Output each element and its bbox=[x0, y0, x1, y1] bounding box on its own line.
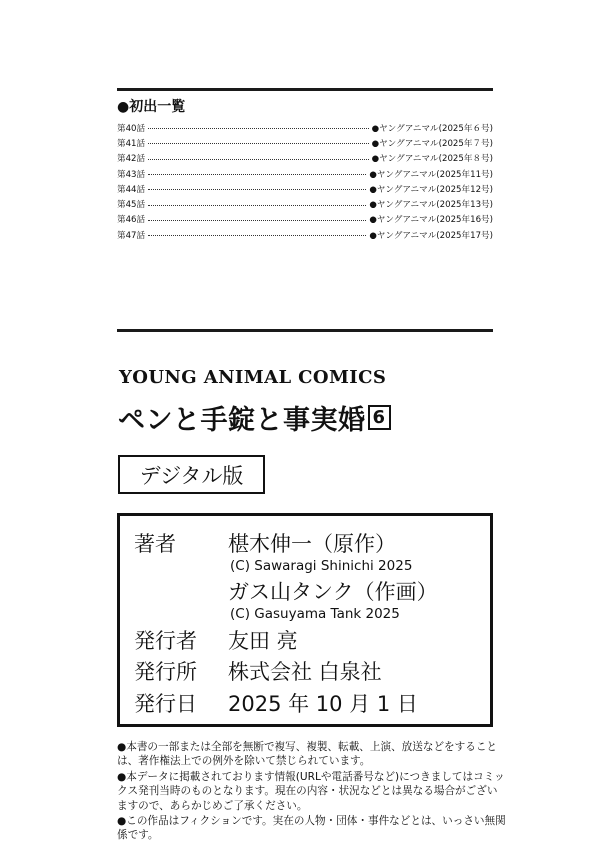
dot-leader bbox=[148, 143, 369, 144]
list-item bbox=[117, 196, 493, 211]
dot-leader bbox=[148, 205, 366, 206]
list-item bbox=[117, 151, 493, 166]
credits-box bbox=[117, 513, 493, 727]
volume-badge: 6 bbox=[368, 405, 391, 430]
edition-box bbox=[118, 455, 265, 494]
note-data-info: ●本データに掲載されております情報(URLや電話番号など)につきましてはコミックス発刊当時のものとなります。現在の内容・状況などとは異なる場合がございますので、あらかじめご了承ください。 bbox=[117, 770, 505, 812]
note-copyright: ●本書の一部または全部を無断で複写、複製、転載、上演、放送などをすることは、著作権法上での例外を除いて禁じられています。 bbox=[117, 741, 498, 768]
publication-date: 2025 年 10 月 1 日 bbox=[228, 692, 418, 716]
publication-label: ●ヤングアニマル(2025年12号) bbox=[369, 184, 493, 195]
publisher-person: 友田 亮 bbox=[228, 629, 298, 653]
book-title bbox=[118, 398, 391, 437]
first-appearance-list bbox=[117, 120, 493, 242]
copyright-2: (C) Gasuyama Tank 2025 bbox=[230, 606, 400, 622]
dot-leader bbox=[148, 235, 366, 236]
list-item bbox=[117, 181, 493, 196]
legal-notes bbox=[117, 740, 507, 844]
series-label: YOUNG ANIMAL COMICS bbox=[119, 367, 387, 388]
middle-rule bbox=[117, 329, 493, 332]
chapter-label: 第46話 bbox=[117, 215, 146, 226]
author-2: ガス山タンク（作画） bbox=[228, 580, 438, 604]
publication-label: ●ヤングアニマル(2025年16号) bbox=[369, 215, 493, 226]
first-appearance-heading: ●初出一覧 bbox=[117, 99, 186, 115]
dot-leader bbox=[148, 128, 369, 129]
top-rule bbox=[117, 88, 493, 91]
dot-leader bbox=[148, 159, 369, 160]
chapter-label: 第42話 bbox=[117, 154, 146, 165]
chapter-label: 第41話 bbox=[117, 138, 146, 149]
dot-leader bbox=[148, 174, 366, 175]
chapter-label: 第43話 bbox=[117, 169, 146, 180]
publisher: 株式会社 白泉社 bbox=[228, 660, 382, 684]
chapter-label: 第44話 bbox=[117, 184, 146, 195]
list-item bbox=[117, 166, 493, 181]
date-label: 発行日 bbox=[134, 692, 197, 716]
chapter-label: 第47話 bbox=[117, 230, 146, 241]
publication-label: ●ヤングアニマル(2025年13号) bbox=[369, 200, 493, 211]
author-label: 著者 bbox=[134, 532, 176, 556]
author-1: 椹木伸一（原作） bbox=[228, 532, 396, 556]
list-item bbox=[117, 227, 493, 242]
publication-label: ●ヤングアニマル(2025年６号) bbox=[371, 123, 493, 134]
book-title-text: ペンと手錠と事実婚 bbox=[118, 405, 366, 436]
publisher-person-label: 発行者 bbox=[134, 629, 197, 653]
list-item bbox=[117, 135, 493, 150]
publication-label: ●ヤングアニマル(2025年７号) bbox=[371, 138, 493, 149]
publication-label: ●ヤングアニマル(2025年17号) bbox=[369, 230, 493, 241]
list-item bbox=[117, 212, 493, 227]
note-fiction: ●この作品はフィクションです。実在の人物・団体・事件などとは、いっさい無関係です。 bbox=[117, 815, 506, 842]
chapter-label: 第45話 bbox=[117, 200, 146, 211]
publication-label: ●ヤングアニマル(2025年８号) bbox=[371, 154, 493, 165]
dot-leader bbox=[148, 189, 366, 190]
list-item bbox=[117, 120, 493, 135]
copyright-1: (C) Sawaragi Shinichi 2025 bbox=[230, 558, 413, 574]
publisher-label: 発行所 bbox=[134, 660, 197, 684]
dot-leader bbox=[148, 220, 366, 221]
publication-label: ●ヤングアニマル(2025年11号) bbox=[369, 169, 493, 180]
edition-label: デジタル版 bbox=[139, 463, 244, 488]
chapter-label: 第40話 bbox=[117, 123, 146, 134]
